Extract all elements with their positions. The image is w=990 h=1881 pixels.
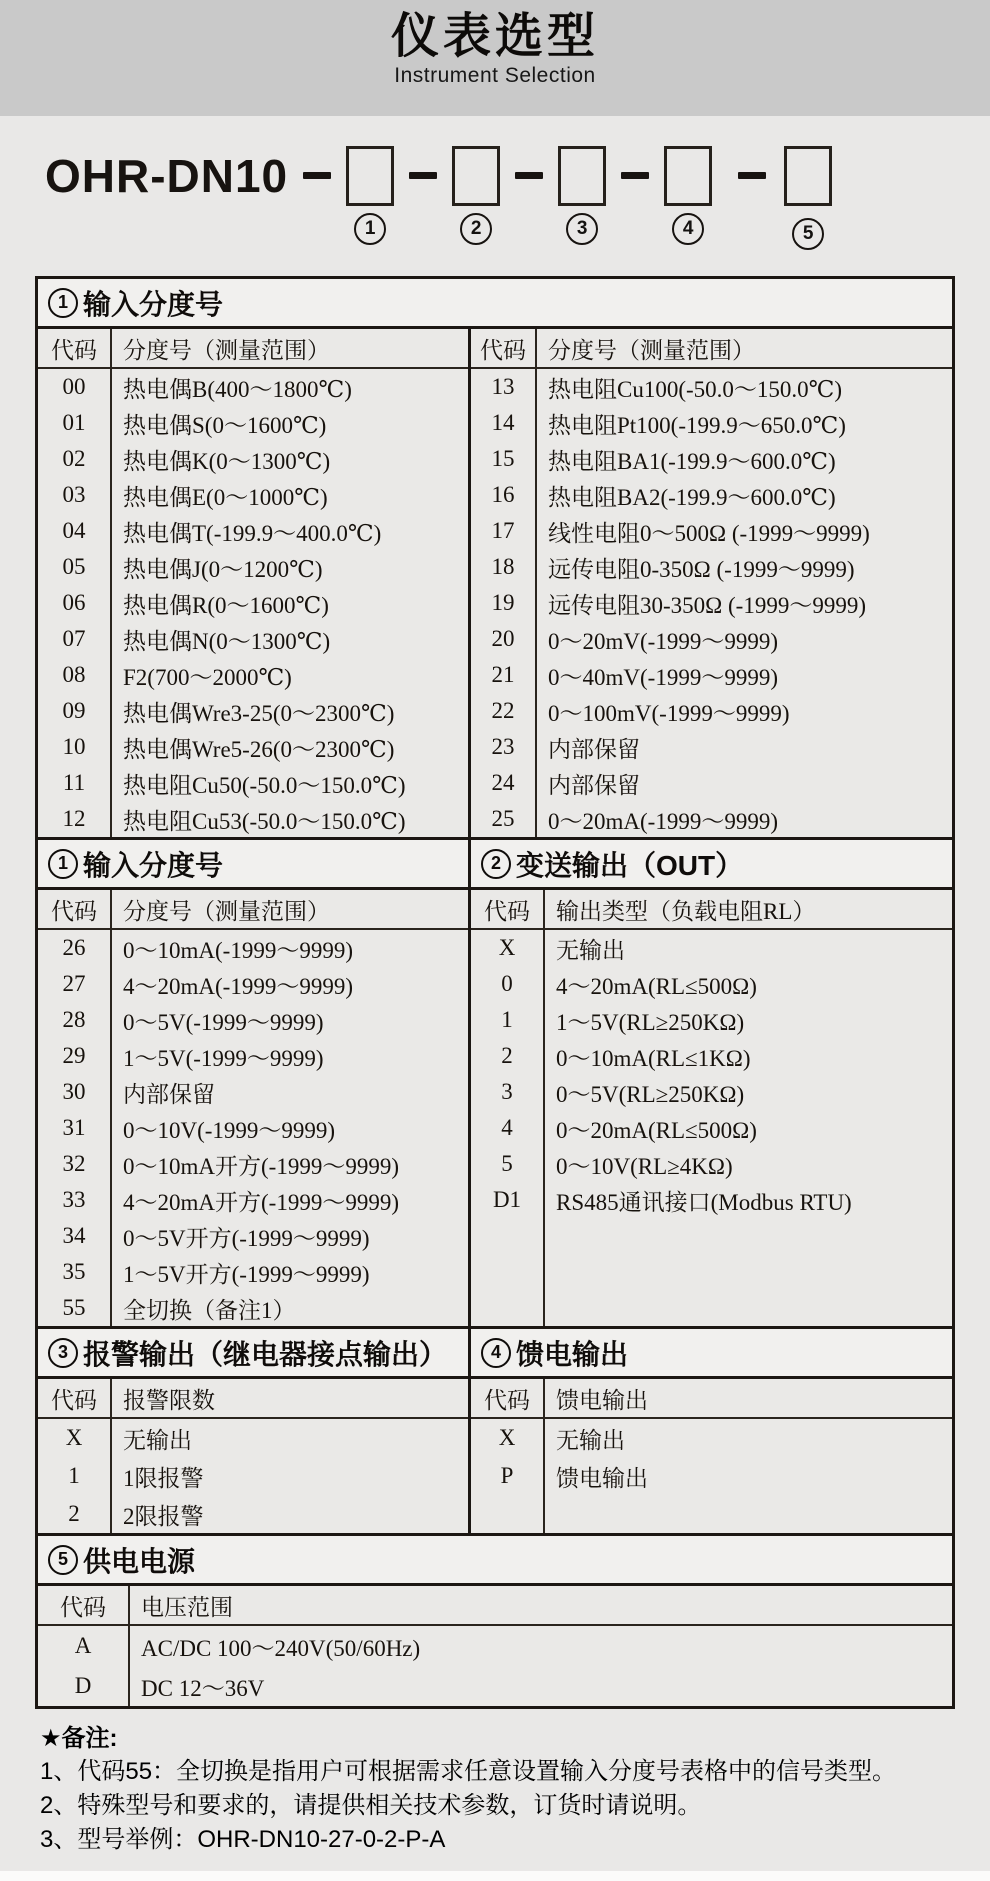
model-line bbox=[45, 140, 990, 250]
table-row bbox=[38, 513, 468, 549]
desc-cell: RS485通讯接口(Modbus RTU) bbox=[556, 1189, 852, 1215]
code-cell: 08 bbox=[62, 662, 86, 687]
table-row bbox=[38, 729, 468, 765]
code-cell: 13 bbox=[491, 374, 515, 399]
model-prefix: OHR-DN10 bbox=[45, 150, 289, 202]
table-row bbox=[38, 930, 468, 966]
table-row bbox=[471, 405, 952, 441]
code-cell: 00 bbox=[62, 374, 86, 399]
table-body bbox=[38, 329, 468, 837]
table-row bbox=[471, 369, 952, 405]
desc-cell: 热电阻BA2(-199.9～600.0℃) bbox=[548, 484, 836, 510]
code-cell: 1 bbox=[68, 1463, 80, 1488]
table-row bbox=[471, 585, 952, 621]
section-header-input-graduation-2 bbox=[38, 840, 468, 890]
code-cell: X bbox=[65, 1425, 83, 1450]
code-cell: D bbox=[74, 1673, 92, 1698]
code-cell: X bbox=[498, 935, 516, 960]
table-row bbox=[38, 549, 468, 585]
desc-cell: 馈电输出 bbox=[556, 1465, 648, 1491]
table-row bbox=[38, 369, 468, 405]
section-power-supply bbox=[38, 1533, 952, 1706]
code-cell: 03 bbox=[62, 482, 86, 507]
code-cell: 09 bbox=[62, 698, 86, 723]
code-cell: 06 bbox=[62, 590, 86, 615]
page-title: 仪表选型 bbox=[390, 10, 599, 63]
code-cell: 10 bbox=[62, 734, 86, 759]
table-row bbox=[471, 513, 952, 549]
desc-cell: 0～10V(RL≥4KΩ) bbox=[556, 1153, 733, 1179]
desc-cell: 1～5V开方(-1999～9999) bbox=[123, 1261, 370, 1287]
code-column-header: 代码 bbox=[484, 898, 530, 924]
table-row bbox=[471, 1457, 952, 1495]
model-slot-group bbox=[500, 140, 606, 245]
table-row bbox=[471, 1419, 952, 1457]
table-row bbox=[38, 1038, 468, 1074]
code-cell: 2 bbox=[68, 1501, 80, 1526]
feed-output-half bbox=[468, 1329, 952, 1533]
selection-table bbox=[35, 276, 955, 1709]
desc-column-header: 分度号（测量范围） bbox=[548, 337, 755, 363]
table-row bbox=[38, 966, 468, 1002]
table-row bbox=[38, 765, 468, 801]
model-slot-box-3 bbox=[558, 146, 606, 206]
model-slot bbox=[664, 140, 712, 245]
table-row bbox=[38, 693, 468, 729]
section-header-alarm-output bbox=[38, 1329, 468, 1379]
table-rows bbox=[38, 1419, 468, 1533]
slot-number-badge: 1 bbox=[354, 213, 386, 245]
model-slot bbox=[452, 140, 500, 245]
code-cell: A bbox=[74, 1633, 92, 1658]
code-cell: 01 bbox=[62, 410, 86, 435]
desc-cell: 远传电阻30-350Ω (-1999～9999) bbox=[548, 592, 866, 618]
code-cell: 04 bbox=[62, 518, 86, 543]
code-cell: 02 bbox=[62, 446, 86, 471]
code-column-header: 代码 bbox=[60, 1594, 106, 1620]
desc-cell: 内部保留 bbox=[548, 736, 640, 762]
table-row bbox=[471, 621, 952, 657]
desc-cell: 热电偶E(0～1000℃) bbox=[123, 484, 328, 510]
section-number-badge: 5 bbox=[48, 1545, 78, 1575]
desc-column-header: 报警限数 bbox=[123, 1387, 215, 1413]
dash-separator bbox=[738, 172, 766, 179]
desc-cell: 热电偶K(0～1300℃) bbox=[123, 448, 331, 474]
table-row bbox=[38, 441, 468, 477]
slot-number-badge: 3 bbox=[566, 213, 598, 245]
code-column-header: 代码 bbox=[51, 1387, 97, 1413]
dash-separator bbox=[621, 172, 649, 179]
input1-left-half bbox=[38, 329, 468, 837]
code-cell: 20 bbox=[491, 626, 515, 651]
table-row bbox=[38, 1626, 952, 1666]
desc-cell: 热电偶Wre3-25(0～2300℃) bbox=[123, 700, 395, 726]
code-cell: 34 bbox=[62, 1223, 86, 1248]
model-slot-group bbox=[712, 140, 832, 250]
model-slot-box-5 bbox=[784, 146, 832, 206]
table-row bbox=[471, 765, 952, 801]
code-cell: 32 bbox=[62, 1151, 86, 1176]
code-cell: 21 bbox=[491, 662, 515, 687]
desc-cell: 4～20mA(RL≤500Ω) bbox=[556, 973, 757, 999]
section-title: 输入分度号 bbox=[83, 849, 224, 881]
section-title: 供电电源 bbox=[83, 1545, 196, 1577]
model-slot-group bbox=[288, 140, 394, 245]
code-cell: 3 bbox=[501, 1079, 513, 1104]
table-row bbox=[471, 441, 952, 477]
model-slot-box-2 bbox=[452, 146, 500, 206]
section-body bbox=[38, 1329, 952, 1533]
desc-column-header: 分度号（测量范围） bbox=[123, 337, 330, 363]
desc-cell: 0～100mV(-1999～9999) bbox=[548, 700, 790, 726]
table-rows bbox=[471, 369, 952, 837]
column-header-row bbox=[471, 1379, 952, 1419]
table-row bbox=[471, 966, 952, 1002]
section-title: 输入分度号 bbox=[83, 288, 224, 320]
code-cell: X bbox=[498, 1425, 516, 1450]
desc-cell: 2限报警 bbox=[123, 1503, 204, 1529]
desc-cell: 全切换（备注1） bbox=[123, 1297, 296, 1323]
remarks-header: ★备注: bbox=[40, 1725, 118, 1752]
model-slot-group bbox=[606, 140, 712, 245]
table-row bbox=[471, 930, 952, 966]
table-row bbox=[38, 1110, 468, 1146]
section-header-transmit-output bbox=[471, 840, 952, 890]
table-body bbox=[38, 1379, 468, 1533]
section-number-badge: 4 bbox=[481, 1338, 511, 1368]
dash-separator bbox=[303, 172, 331, 179]
code-column-header: 代码 bbox=[51, 337, 97, 363]
model-slot-group bbox=[394, 140, 500, 245]
table-row bbox=[471, 801, 952, 837]
code-cell: 24 bbox=[491, 770, 515, 795]
table-body bbox=[471, 890, 952, 1326]
code-cell: 4 bbox=[501, 1115, 513, 1140]
column-header-row bbox=[38, 1586, 952, 1626]
code-cell: 2 bbox=[501, 1043, 513, 1068]
table-row bbox=[38, 621, 468, 657]
desc-cell: 0～10mA开方(-1999～9999) bbox=[123, 1153, 399, 1179]
desc-cell: DC 12～36V bbox=[141, 1675, 265, 1701]
code-cell: 15 bbox=[491, 446, 515, 471]
desc-cell: 热电偶N(0～1300℃) bbox=[123, 628, 331, 654]
page-subtitle: Instrument Selection bbox=[394, 64, 596, 87]
desc-cell: 热电偶T(-199.9～400.0℃) bbox=[123, 520, 382, 546]
code-cell: 07 bbox=[62, 626, 86, 651]
desc-cell: 1～5V(-1999～9999) bbox=[123, 1045, 324, 1071]
slot-number-badge: 4 bbox=[672, 213, 704, 245]
desc-cell: 0～20mA(RL≤500Ω) bbox=[556, 1117, 757, 1143]
section-header-power-supply bbox=[38, 1536, 952, 1586]
code-cell: 27 bbox=[62, 971, 86, 996]
table-rows bbox=[38, 1626, 952, 1706]
table-row bbox=[471, 729, 952, 765]
table-body bbox=[471, 329, 952, 837]
code-cell: 26 bbox=[62, 935, 86, 960]
model-slot bbox=[784, 140, 832, 250]
desc-cell: 0～10mA(RL≤1KΩ) bbox=[556, 1045, 751, 1071]
input2-left-half bbox=[38, 840, 468, 1326]
alarm-output-half bbox=[38, 1329, 468, 1533]
table-row bbox=[471, 1146, 952, 1182]
desc-cell: 内部保留 bbox=[548, 772, 640, 798]
desc-cell: 0～20mA(-1999～9999) bbox=[548, 808, 778, 834]
desc-cell: 热电阻Cu100(-50.0～150.0℃) bbox=[548, 376, 843, 402]
table-row bbox=[38, 1002, 468, 1038]
code-cell: 31 bbox=[62, 1115, 86, 1140]
desc-cell: 热电偶Wre5-26(0～2300℃) bbox=[123, 736, 395, 762]
desc-column-header: 电压范围 bbox=[141, 1594, 233, 1620]
section-title: 报警输出（继电器接点输出） bbox=[83, 1338, 448, 1370]
section-number-badge: 1 bbox=[48, 849, 78, 879]
table-row bbox=[471, 549, 952, 585]
table-body bbox=[471, 1379, 952, 1533]
code-cell: 14 bbox=[491, 410, 515, 435]
desc-cell: 热电阻Cu50(-50.0～150.0℃) bbox=[123, 772, 406, 798]
desc-cell: 内部保留 bbox=[123, 1081, 215, 1107]
code-column-header: 代码 bbox=[480, 337, 526, 363]
table-row bbox=[38, 1290, 468, 1326]
code-cell: 22 bbox=[491, 698, 515, 723]
table-row bbox=[38, 1495, 468, 1533]
code-cell: 28 bbox=[62, 1007, 86, 1032]
section-input-graduation bbox=[38, 279, 952, 837]
code-cell: 5 bbox=[501, 1151, 513, 1176]
remark-item-3: 3、型号举例：OHR-DN10-27-0-2-P-A bbox=[40, 1826, 446, 1853]
code-cell: 11 bbox=[62, 770, 86, 795]
code-cell: 0 bbox=[501, 971, 513, 996]
section-number-badge: 3 bbox=[48, 1338, 78, 1368]
desc-cell: 4～20mA(-1999～9999) bbox=[123, 973, 353, 999]
table-row bbox=[471, 693, 952, 729]
table-row bbox=[38, 1074, 468, 1110]
table-rows bbox=[38, 369, 468, 837]
table-row bbox=[38, 1419, 468, 1457]
table-row bbox=[38, 1218, 468, 1254]
code-cell: 35 bbox=[62, 1259, 86, 1284]
desc-cell: 1限报警 bbox=[123, 1465, 204, 1491]
desc-column-header: 分度号（测量范围） bbox=[123, 898, 330, 924]
dash-separator bbox=[515, 172, 543, 179]
desc-cell: 远传电阻0-350Ω (-1999～9999) bbox=[548, 556, 855, 582]
code-cell: 25 bbox=[491, 806, 515, 831]
dash-separator bbox=[409, 172, 437, 179]
table-row bbox=[38, 405, 468, 441]
section-header-feed-output bbox=[471, 1329, 952, 1379]
code-cell: 29 bbox=[62, 1043, 86, 1068]
desc-cell: 热电偶R(0～1600℃) bbox=[123, 592, 329, 618]
code-cell: D1 bbox=[492, 1187, 522, 1212]
section-title: 变送输出（OUT） bbox=[516, 849, 744, 881]
model-slot bbox=[346, 140, 394, 245]
desc-cell: 热电阻Cu53(-50.0～150.0℃) bbox=[123, 808, 406, 834]
column-header-row bbox=[38, 329, 468, 369]
table-row bbox=[38, 801, 468, 837]
remark-item-2: 2、特殊型号和要求的，请提供相关技术参数，订货时请说明。 bbox=[40, 1792, 702, 1819]
column-header-row bbox=[38, 890, 468, 930]
desc-cell: 0～20mV(-1999～9999) bbox=[548, 628, 778, 654]
table-rows bbox=[471, 1419, 952, 1495]
desc-cell: 0～5V(-1999～9999) bbox=[123, 1009, 324, 1035]
desc-cell: 0～10mA(-1999～9999) bbox=[123, 937, 353, 963]
model-slot-box-1 bbox=[346, 146, 394, 206]
table-row bbox=[471, 477, 952, 513]
table-row bbox=[38, 1666, 952, 1706]
code-cell: 33 bbox=[62, 1187, 86, 1212]
desc-cell: 0～10V(-1999～9999) bbox=[123, 1117, 336, 1143]
desc-cell: 0～5V开方(-1999～9999) bbox=[123, 1225, 370, 1251]
page-banner bbox=[0, 0, 990, 116]
column-header-row bbox=[471, 890, 952, 930]
desc-cell: F2(700～2000℃) bbox=[123, 664, 292, 690]
model-code-diagram bbox=[0, 116, 990, 276]
table-row bbox=[471, 1038, 952, 1074]
table-row bbox=[471, 1182, 952, 1218]
table-row bbox=[471, 1110, 952, 1146]
table-row bbox=[38, 1457, 468, 1495]
table-body bbox=[38, 1586, 952, 1706]
desc-column-header: 馈电输出 bbox=[556, 1387, 648, 1413]
code-cell: 05 bbox=[62, 554, 86, 579]
desc-cell: 热电偶B(400～1800℃) bbox=[123, 376, 352, 402]
table-row bbox=[38, 657, 468, 693]
table-body bbox=[38, 890, 468, 1326]
model-slot bbox=[558, 140, 606, 245]
code-cell: 18 bbox=[491, 554, 515, 579]
desc-cell: 热电阻BA1(-199.9～600.0℃) bbox=[548, 448, 836, 474]
table-row bbox=[38, 1254, 468, 1290]
code-cell: 30 bbox=[62, 1079, 86, 1104]
code-cell: 12 bbox=[62, 806, 86, 831]
section-input2-and-output bbox=[38, 837, 952, 1326]
desc-cell: 0～40mV(-1999～9999) bbox=[548, 664, 778, 690]
desc-cell: 无输出 bbox=[556, 1427, 625, 1453]
desc-cell: 0～5V(RL≥250KΩ) bbox=[556, 1081, 745, 1107]
desc-cell: 无输出 bbox=[123, 1427, 192, 1453]
desc-cell: 4～20mA开方(-1999～9999) bbox=[123, 1189, 399, 1215]
code-cell: 19 bbox=[491, 590, 515, 615]
transmit-output-half bbox=[468, 840, 952, 1326]
desc-cell: 无输出 bbox=[556, 937, 625, 963]
input1-right-half bbox=[468, 329, 952, 837]
table-row bbox=[38, 585, 468, 621]
code-cell: 1 bbox=[501, 1007, 513, 1032]
code-cell: 16 bbox=[491, 482, 515, 507]
table-row bbox=[38, 1146, 468, 1182]
table-row bbox=[471, 1002, 952, 1038]
desc-column-header: 输出类型（负载电阻RL） bbox=[556, 898, 816, 924]
code-cell: 55 bbox=[62, 1295, 86, 1320]
table-row bbox=[471, 657, 952, 693]
section-body bbox=[38, 329, 952, 837]
slot-number-badge: 2 bbox=[460, 213, 492, 245]
desc-cell: 热电偶S(0～1600℃) bbox=[123, 412, 327, 438]
table-row bbox=[38, 477, 468, 513]
column-header-row bbox=[471, 329, 952, 369]
code-column-header: 代码 bbox=[51, 898, 97, 924]
code-column-header: 代码 bbox=[484, 1387, 530, 1413]
model-slot-box-4 bbox=[664, 146, 712, 206]
section-body bbox=[38, 840, 952, 1326]
table-rows bbox=[38, 930, 468, 1326]
table-row bbox=[471, 1074, 952, 1110]
desc-cell: 热电阻Pt100(-199.9～650.0℃) bbox=[548, 412, 846, 438]
slot-number-badge: 5 bbox=[792, 218, 824, 250]
code-cell: 17 bbox=[491, 518, 515, 543]
remarks bbox=[40, 1723, 950, 1857]
desc-cell: 1～5V(RL≥250KΩ) bbox=[556, 1009, 745, 1035]
desc-cell: 热电偶J(0～1200℃) bbox=[123, 556, 323, 582]
remark-item-1: 1、代码55：全切换是指用户可根据需求任意设置输入分度号表格中的信号类型。 bbox=[40, 1758, 897, 1785]
footer-strip bbox=[0, 1871, 990, 1881]
code-cell: 23 bbox=[491, 734, 515, 759]
section-number-badge: 1 bbox=[48, 288, 78, 318]
desc-cell: 线性电阻0～500Ω (-1999～9999) bbox=[548, 520, 870, 546]
desc-cell: AC/DC 100～240V(50/60Hz) bbox=[141, 1635, 421, 1661]
column-header-row bbox=[38, 1379, 468, 1419]
section-title: 馈电输出 bbox=[516, 1338, 629, 1370]
code-cell: P bbox=[500, 1463, 514, 1488]
table-rows bbox=[471, 930, 952, 1218]
section-number-badge: 2 bbox=[481, 849, 511, 879]
section-alarm-and-feed bbox=[38, 1326, 952, 1533]
section-header-input-graduation bbox=[38, 279, 952, 329]
table-row bbox=[38, 1182, 468, 1218]
